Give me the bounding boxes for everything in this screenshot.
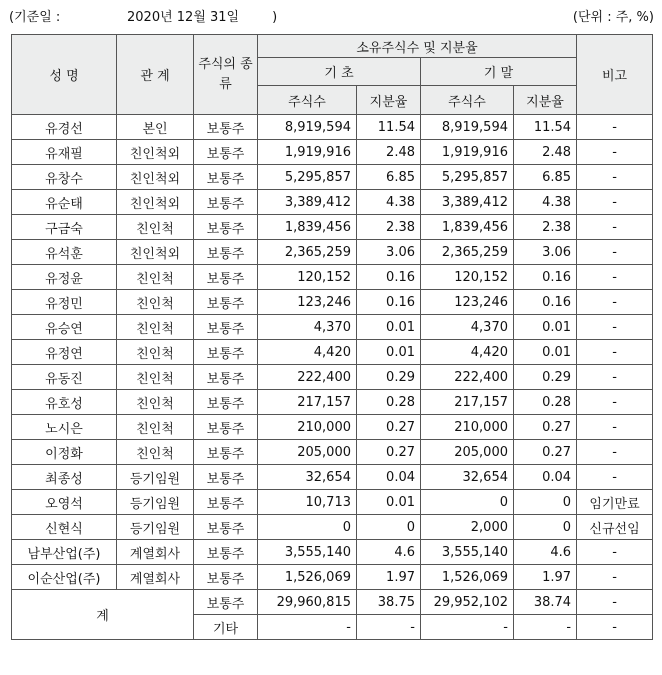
cell-name: 이순산업(주) [12,565,117,590]
table-row [12,390,653,415]
cell-name: 신현식 [12,515,117,540]
cell-begin-shares: 205,000 [258,440,357,465]
cell-end-ratio: 11.54 [514,115,577,140]
cell-relation: 친인척외 [117,190,194,215]
cell-begin-ratio: 0 [357,515,421,540]
cell-end-shares: 32,654 [421,465,514,490]
total-common-end-shares: 29,952,102 [421,590,514,615]
cell-stock-type: 보통주 [194,540,258,565]
cell-end-shares: 2,365,259 [421,240,514,265]
cell-end-ratio: 1.97 [514,565,577,590]
cell-relation: 등기임원 [117,490,194,515]
cell-relation: 친인척외 [117,140,194,165]
cell-end-ratio: 0 [514,515,577,540]
cell-stock-type: 보통주 [194,190,258,215]
cell-stock-type: 보통주 [194,165,258,190]
cell-note: 신규선임 [577,515,653,540]
cell-note: - [577,215,653,240]
cell-end-shares: 3,389,412 [421,190,514,215]
cell-note: - [577,340,653,365]
cell-begin-shares: 5,295,857 [258,165,357,190]
cell-name: 최종성 [12,465,117,490]
cell-begin-ratio: 4.6 [357,540,421,565]
cell-relation: 친인척 [117,440,194,465]
table-row [12,565,653,590]
col-note: 비고 [577,35,653,115]
total-label: 계 [12,590,194,640]
cell-note: - [577,365,653,390]
cell-stock-type: 보통주 [194,240,258,265]
cell-relation: 본인 [117,115,194,140]
cell-name: 유정민 [12,290,117,315]
cell-relation: 등기임원 [117,465,194,490]
cell-end-ratio: 2.38 [514,215,577,240]
col-end-ratio: 지분율 [514,86,577,115]
total-other-type: 기타 [194,615,258,640]
cell-name: 유정연 [12,340,117,365]
cell-note: - [577,140,653,165]
cell-end-ratio: 4.6 [514,540,577,565]
shareholder-table [11,34,653,640]
cell-begin-ratio: 0.29 [357,365,421,390]
cell-begin-shares: 32,654 [258,465,357,490]
table-row [12,315,653,340]
cell-name: 구금숙 [12,215,117,240]
cell-note: - [577,240,653,265]
cell-relation: 계열회사 [117,565,194,590]
cell-begin-shares: 3,389,412 [258,190,357,215]
cell-end-ratio: 2.48 [514,140,577,165]
cell-relation: 친인척 [117,315,194,340]
table-header [12,35,653,115]
cell-stock-type: 보통주 [194,365,258,390]
table-total [12,590,653,640]
cell-name: 유호성 [12,390,117,415]
cell-stock-type: 보통주 [194,315,258,340]
col-stock-type-text: 주식의 종류 [198,56,253,92]
cell-stock-type: 보통주 [194,565,258,590]
base-date-value: 2020년 12월 31일 [127,10,240,25]
table-row [12,265,653,290]
cell-note: 임기만료 [577,490,653,515]
cell-relation: 친인척 [117,340,194,365]
cell-begin-ratio: 0.16 [357,265,421,290]
cell-note: - [577,190,653,215]
total-other-begin-ratio: - [357,615,421,640]
cell-relation: 등기임원 [117,515,194,540]
total-common-begin-ratio: 38.75 [357,590,421,615]
cell-begin-ratio: 0.01 [357,315,421,340]
total-other-end-ratio: - [514,615,577,640]
unit-label: (단위 : 주, %) [572,10,654,25]
cell-relation: 친인척 [117,290,194,315]
cell-stock-type: 보통주 [194,140,258,165]
cell-note: - [577,440,653,465]
col-end-shares: 주식수 [421,86,514,115]
cell-stock-type: 보통주 [194,515,258,540]
total-other-end-shares: - [421,615,514,640]
cell-stock-type: 보통주 [194,340,258,365]
cell-stock-type: 보통주 [194,290,258,315]
cell-begin-ratio: 0.04 [357,465,421,490]
total-other-begin-shares: - [258,615,357,640]
cell-end-shares: 217,157 [421,390,514,415]
cell-end-shares: 8,919,594 [421,115,514,140]
base-date-close: ) [272,10,278,25]
cell-end-ratio: 0 [514,490,577,515]
base-date [127,6,277,25]
cell-begin-ratio: 0.27 [357,415,421,440]
total-other-note: - [577,615,653,640]
cell-end-ratio: 0.16 [514,290,577,315]
cell-relation: 친인척외 [117,165,194,190]
cell-end-ratio: 0.29 [514,365,577,390]
cell-end-shares: 120,152 [421,265,514,290]
table-row [12,140,653,165]
cell-name: 유순태 [12,190,117,215]
cell-note: - [577,265,653,290]
cell-stock-type: 보통주 [194,490,258,515]
cell-end-ratio: 0.01 [514,340,577,365]
total-common-begin-shares: 29,960,815 [258,590,357,615]
cell-end-ratio: 6.85 [514,165,577,190]
cell-relation: 계열회사 [117,540,194,565]
cell-end-shares: 3,555,140 [421,540,514,565]
table-row [12,240,653,265]
cell-begin-shares: 1,526,069 [258,565,357,590]
col-begin: 기 초 [258,58,421,86]
col-stock-type [194,35,258,115]
cell-stock-type: 보통주 [194,465,258,490]
cell-end-ratio: 0.28 [514,390,577,415]
table-row [12,540,653,565]
cell-note: - [577,565,653,590]
cell-note: - [577,165,653,190]
table-row [12,215,653,240]
cell-begin-shares: 8,919,594 [258,115,357,140]
cell-begin-shares: 123,246 [258,290,357,315]
cell-begin-shares: 0 [258,515,357,540]
cell-begin-ratio: 0.16 [357,290,421,315]
cell-name: 오영석 [12,490,117,515]
cell-end-shares: 4,420 [421,340,514,365]
total-row-common [12,590,653,615]
cell-begin-ratio: 4.38 [357,190,421,215]
cell-name: 유동진 [12,365,117,390]
cell-stock-type: 보통주 [194,415,258,440]
cell-begin-ratio: 6.85 [357,165,421,190]
report-header [0,6,662,26]
cell-name: 유석훈 [12,240,117,265]
cell-begin-shares: 210,000 [258,415,357,440]
cell-name: 유승연 [12,315,117,340]
cell-note: - [577,415,653,440]
cell-begin-ratio: 0.01 [357,340,421,365]
cell-begin-ratio: 2.38 [357,215,421,240]
cell-relation: 친인척 [117,215,194,240]
table-row [12,515,653,540]
table-row [12,165,653,190]
total-common-note: - [577,590,653,615]
cell-begin-ratio: 1.97 [357,565,421,590]
cell-end-ratio: 3.06 [514,240,577,265]
cell-relation: 친인척 [117,265,194,290]
cell-end-shares: 5,295,857 [421,165,514,190]
col-relation: 관 계 [117,35,194,115]
table-row [12,465,653,490]
cell-end-shares: 205,000 [421,440,514,465]
cell-begin-shares: 2,365,259 [258,240,357,265]
total-common-type: 보통주 [194,590,258,615]
table-row [12,340,653,365]
cell-end-shares: 1,919,916 [421,140,514,165]
cell-begin-shares: 4,420 [258,340,357,365]
cell-relation: 친인척 [117,365,194,390]
table-row [12,490,653,515]
cell-end-ratio: 0.01 [514,315,577,340]
base-date-label: (기준일 : [9,10,61,25]
cell-end-ratio: 0.27 [514,440,577,465]
cell-end-shares: 1,839,456 [421,215,514,240]
cell-begin-shares: 10,713 [258,490,357,515]
cell-end-shares: 123,246 [421,290,514,315]
cell-begin-shares: 217,157 [258,390,357,415]
cell-name: 유재필 [12,140,117,165]
cell-begin-shares: 1,919,916 [258,140,357,165]
cell-end-shares: 210,000 [421,415,514,440]
cell-end-shares: 4,370 [421,315,514,340]
cell-end-ratio: 4.38 [514,190,577,215]
cell-name: 노시은 [12,415,117,440]
cell-name: 유창수 [12,165,117,190]
cell-begin-shares: 222,400 [258,365,357,390]
cell-note: - [577,390,653,415]
table-row [12,290,653,315]
cell-name: 남부산업(주) [12,540,117,565]
cell-note: - [577,115,653,140]
col-end: 기 말 [421,58,577,86]
cell-stock-type: 보통주 [194,440,258,465]
cell-begin-ratio: 0.27 [357,440,421,465]
cell-note: - [577,315,653,340]
cell-begin-ratio: 2.48 [357,140,421,165]
cell-end-ratio: 0.27 [514,415,577,440]
cell-note: - [577,290,653,315]
cell-end-shares: 1,526,069 [421,565,514,590]
table-row [12,115,653,140]
cell-begin-ratio: 0.01 [357,490,421,515]
cell-end-shares: 0 [421,490,514,515]
col-begin-shares: 주식수 [258,86,357,115]
cell-begin-ratio: 11.54 [357,115,421,140]
cell-note: - [577,540,653,565]
cell-stock-type: 보통주 [194,390,258,415]
cell-stock-type: 보통주 [194,265,258,290]
cell-name: 이정화 [12,440,117,465]
table-row [12,365,653,390]
cell-end-shares: 2,000 [421,515,514,540]
table-row [12,440,653,465]
cell-begin-shares: 4,370 [258,315,357,340]
cell-relation: 친인척 [117,390,194,415]
cell-begin-shares: 1,839,456 [258,215,357,240]
table-row [12,415,653,440]
cell-name: 유정윤 [12,265,117,290]
table-body [12,115,653,590]
cell-begin-ratio: 3.06 [357,240,421,265]
col-begin-ratio: 지분율 [357,86,421,115]
cell-stock-type: 보통주 [194,115,258,140]
cell-relation: 친인척외 [117,240,194,265]
cell-name: 유경선 [12,115,117,140]
cell-end-ratio: 0.16 [514,265,577,290]
cell-end-shares: 222,400 [421,365,514,390]
col-holdings: 소유주식수 및 지분율 [258,35,577,58]
cell-begin-ratio: 0.28 [357,390,421,415]
cell-note: - [577,465,653,490]
cell-stock-type: 보통주 [194,215,258,240]
col-name: 성 명 [12,35,117,115]
cell-end-ratio: 0.04 [514,465,577,490]
cell-relation: 친인척 [117,415,194,440]
table-row [12,190,653,215]
cell-begin-shares: 120,152 [258,265,357,290]
cell-begin-shares: 3,555,140 [258,540,357,565]
total-common-end-ratio: 38.74 [514,590,577,615]
